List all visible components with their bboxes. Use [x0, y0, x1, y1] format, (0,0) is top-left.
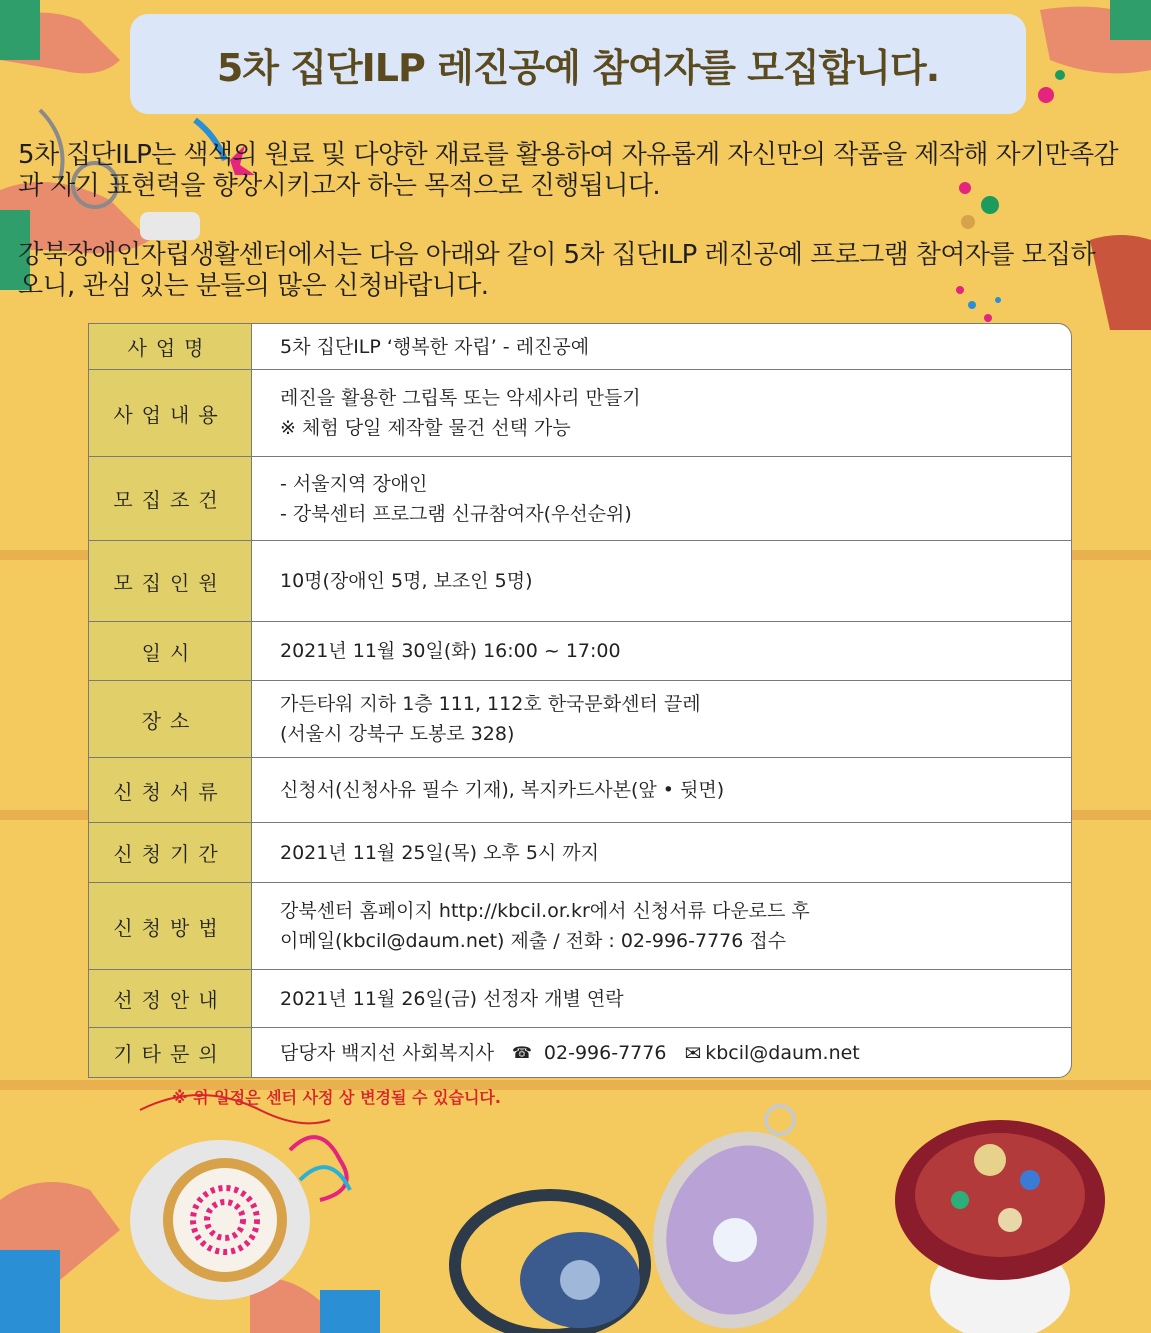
- intro-line: 과 자기 표현력을 향상시키고자 하는 목적으로 진행됩니다.: [18, 171, 661, 201]
- row-label: 선정안내: [89, 970, 252, 1027]
- table-row: [89, 541, 1071, 622]
- table-row: [89, 883, 1071, 970]
- row-value: [252, 622, 1071, 680]
- row-value: [252, 758, 1071, 822]
- schedule-change-notice: ※ 위 일정은 센터 사정 상 변경될 수 있습니다.: [172, 1088, 501, 1107]
- row-label: 장소: [89, 681, 252, 757]
- intro-line: 5차 집단ILP는 색색의 원료 및 다양한 재료를 활용하여 자유롭게 자신만의 작품을 제작해 자기만족감: [18, 140, 1119, 170]
- row-label: 모집인원: [89, 541, 252, 621]
- row-value: [252, 970, 1071, 1027]
- row-value-line: 10명(장애인 5명, 보조인 5명): [280, 570, 533, 592]
- row-value-line: 2021년 11월 25일(목) 오후 5시 까지: [280, 841, 600, 864]
- row-label: 사업내용: [89, 370, 252, 456]
- row-value-line: - 서울지역 장애인: [280, 472, 428, 495]
- row-label: 신청기간: [89, 823, 252, 882]
- title-banner: [130, 14, 1026, 114]
- table-row: [89, 324, 1071, 370]
- phone-icon: ☎: [511, 1042, 532, 1062]
- table-row: [89, 758, 1071, 823]
- row-value: [252, 370, 1071, 456]
- row-value-line: 2021년 11월 30일(화) 16:00 ~ 17:00: [280, 640, 621, 662]
- row-value-line: 레진을 활용한 그립톡 또는 악세사리 만들기: [280, 387, 641, 409]
- table-row: [89, 457, 1071, 541]
- row-value-line: 5차 집단ILP ‘행복한 자립’ - 레진공예: [280, 335, 590, 358]
- row-value: [252, 457, 1071, 540]
- row-value-line: 강북센터 홈페이지 http://kbcil.or.kr에서 신청서류 다운로드 후: [280, 900, 810, 922]
- row-value-line: - 강북센터 프로그램 신규참여자(우선순위): [280, 502, 632, 525]
- row-label: 모집조건: [89, 457, 252, 540]
- table-row: [89, 370, 1071, 457]
- row-value: [252, 883, 1071, 969]
- page-title: 5차 집단ILP 레진공예 참여자를 모집합니다.: [216, 45, 940, 90]
- row-value: [252, 324, 1071, 369]
- table-row: [89, 1028, 1071, 1077]
- intro-paragraph-1: [18, 140, 1148, 202]
- row-label: 기타문의: [89, 1028, 252, 1077]
- intro-line: 오니, 관심 있는 분들의 많은 신청바랍니다.: [18, 271, 489, 301]
- row-label: 신청서류: [89, 758, 252, 822]
- row-label: 신청방법: [89, 883, 252, 969]
- contact-person: 담당자 백지선 사회복지사: [280, 1041, 494, 1064]
- row-value-line: ※ 체험 당일 제작할 물건 선택 가능: [280, 417, 571, 439]
- intro-paragraph-2: [18, 240, 1148, 302]
- row-value-line: 가든타워 지하 1층 111, 112호 한국문화센터 끌레: [280, 693, 701, 715]
- contact-line: [280, 1038, 1071, 1068]
- resin-craft-illustrations: [0, 1080, 1151, 1333]
- info-table: [88, 323, 1072, 1078]
- table-row: [89, 681, 1071, 758]
- table-row: [89, 622, 1071, 681]
- row-value: [252, 541, 1071, 621]
- table-row: [89, 970, 1071, 1028]
- contact-phone[interactable]: 02-996-7776: [543, 1041, 667, 1064]
- row-value-line: (서울시 강북구 도봉로 328): [280, 723, 515, 745]
- intro-line: 강북장애인자립생활센터에서는 다음 아래와 같이 5차 집단ILP 레진공예 프로그램 참여자를 모집하: [18, 240, 1096, 270]
- row-value: [252, 681, 1071, 757]
- contact-email[interactable]: kbcil@daum.net: [705, 1041, 860, 1064]
- row-value: [252, 823, 1071, 882]
- mail-icon: ✉: [684, 1040, 702, 1065]
- table-row: [89, 823, 1071, 883]
- row-label: 일시: [89, 622, 252, 680]
- row-value-line: 신청서(신청사유 필수 기재), 복지카드사본(앞 • 뒷면): [280, 779, 725, 801]
- row-value: [252, 1028, 1071, 1077]
- row-value-line: 이메일(kbcil@daum.net) 제출 / 전화 : 02-996-7776 접수: [280, 930, 787, 952]
- row-value-line: 2021년 11월 26일(금) 선정자 개별 연락: [280, 987, 624, 1010]
- row-label: 사업명: [89, 324, 252, 369]
